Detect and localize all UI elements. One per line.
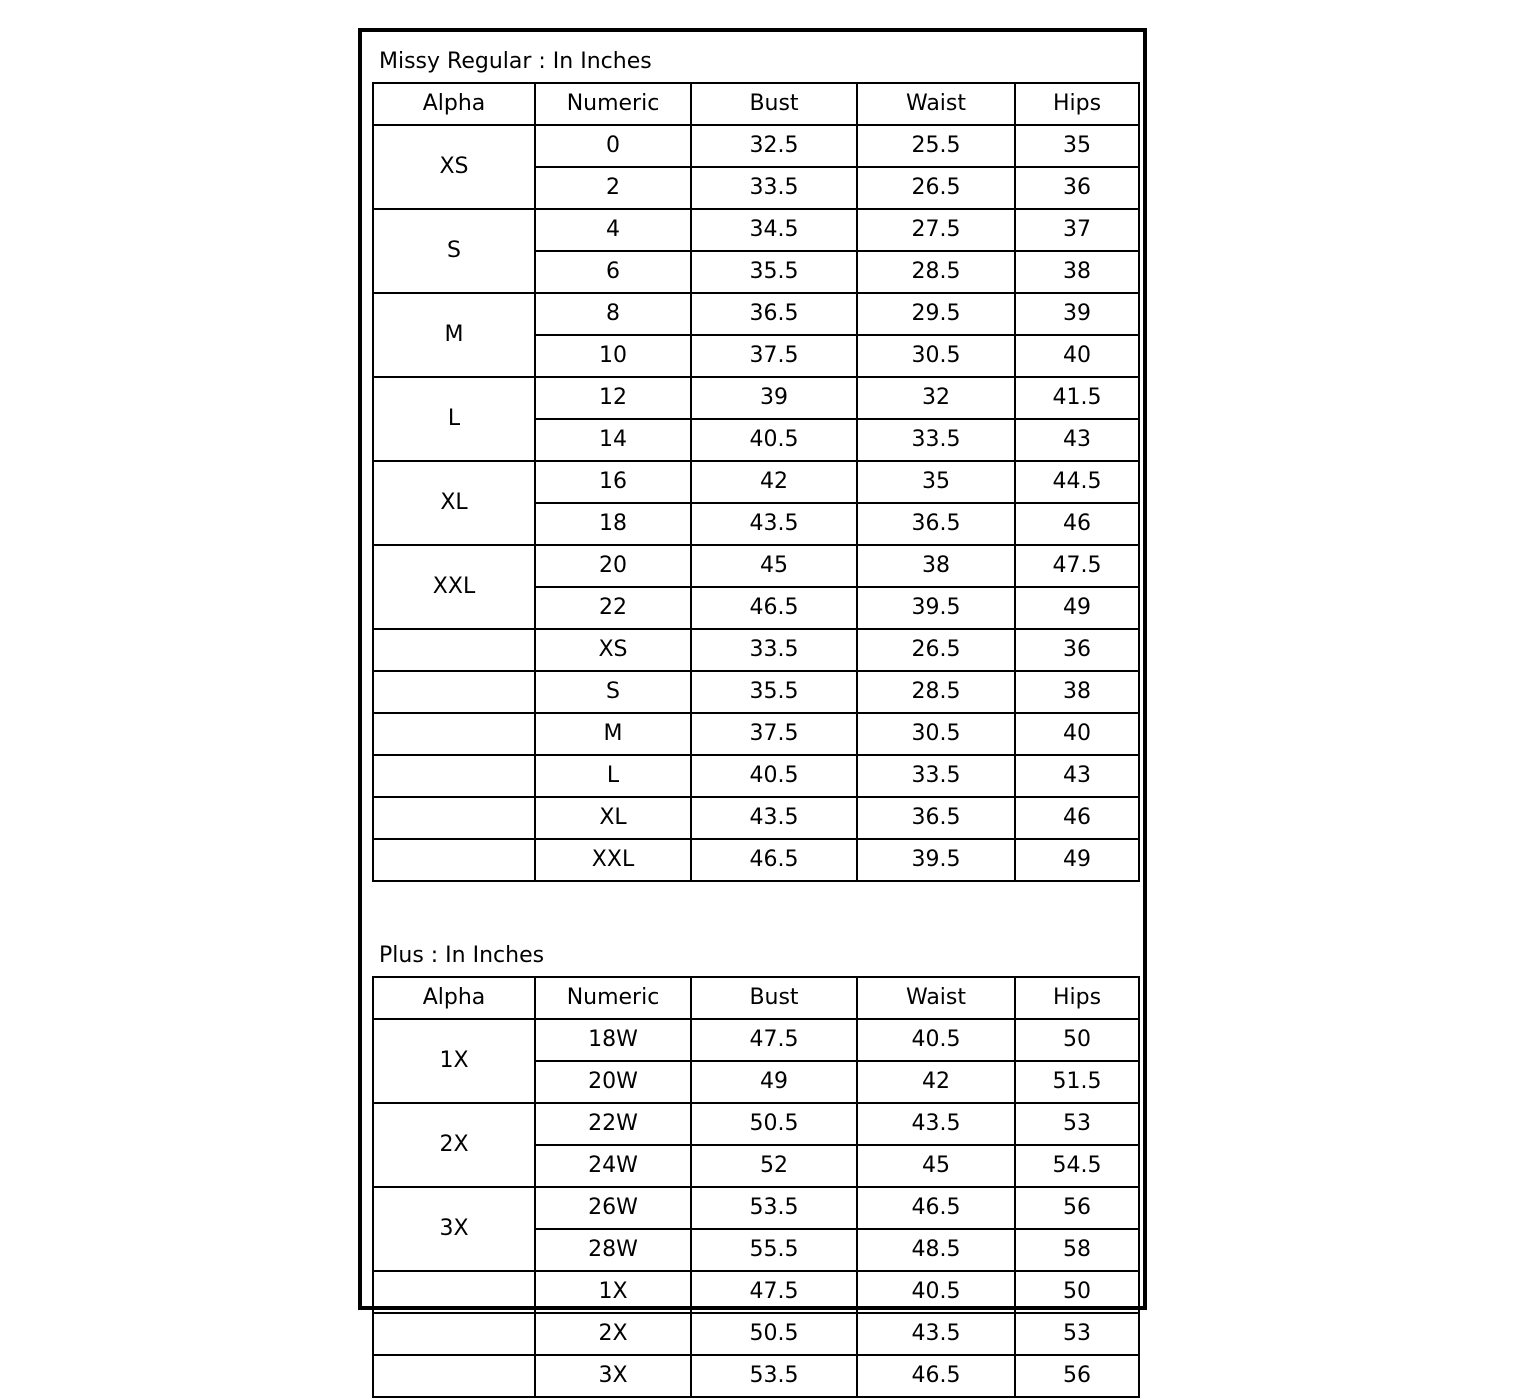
numeric-cell: 16 (535, 461, 691, 503)
hips-cell: 50 (1015, 1271, 1139, 1313)
alpha-size-cell: L (373, 377, 535, 461)
bust-cell: 37.5 (691, 335, 857, 377)
hips-cell: 58 (1015, 1229, 1139, 1271)
section-title: Missy Regular : In Inches (373, 42, 1139, 83)
waist-cell: 42 (857, 1061, 1015, 1103)
waist-cell: 26.5 (857, 629, 1015, 671)
empty-alpha-cell (373, 671, 535, 713)
column-header-hips: Hips (1015, 83, 1139, 125)
column-header-waist: Waist (857, 977, 1015, 1019)
numeric-cell: 2X (535, 1313, 691, 1355)
column-header-alpha: Alpha (373, 83, 535, 125)
numeric-cell: XXL (535, 839, 691, 881)
hips-cell: 36 (1015, 629, 1139, 671)
table-row (373, 545, 1139, 587)
bust-cell: 35.5 (691, 671, 857, 713)
hips-cell: 46 (1015, 503, 1139, 545)
bust-cell: 49 (691, 1061, 857, 1103)
bust-cell: 40.5 (691, 755, 857, 797)
waist-cell: 27.5 (857, 209, 1015, 251)
hips-cell: 51.5 (1015, 1061, 1139, 1103)
empty-alpha-cell (373, 713, 535, 755)
alpha-size-cell: M (373, 293, 535, 377)
waist-cell: 40.5 (857, 1271, 1015, 1313)
table-row (373, 1187, 1139, 1229)
bust-cell: 55.5 (691, 1229, 857, 1271)
column-header-bust: Bust (691, 977, 857, 1019)
waist-cell: 46.5 (857, 1355, 1015, 1397)
table-row (373, 839, 1139, 881)
hips-cell: 49 (1015, 839, 1139, 881)
numeric-cell: 26W (535, 1187, 691, 1229)
section-spacer (372, 882, 1133, 936)
numeric-cell: 12 (535, 377, 691, 419)
bust-cell: 47.5 (691, 1019, 857, 1061)
bust-cell: 53.5 (691, 1355, 857, 1397)
hips-cell: 44.5 (1015, 461, 1139, 503)
table-row (373, 461, 1139, 503)
hips-cell: 43 (1015, 419, 1139, 461)
alpha-size-cell: XL (373, 461, 535, 545)
hips-cell: 53 (1015, 1103, 1139, 1145)
bust-cell: 43.5 (691, 797, 857, 839)
numeric-cell: 18W (535, 1019, 691, 1061)
waist-cell: 30.5 (857, 713, 1015, 755)
size-chart-sheet (358, 28, 1147, 1388)
waist-cell: 39.5 (857, 839, 1015, 881)
bust-cell: 43.5 (691, 503, 857, 545)
waist-cell: 28.5 (857, 671, 1015, 713)
hips-cell: 38 (1015, 251, 1139, 293)
hips-cell: 41.5 (1015, 377, 1139, 419)
waist-cell: 43.5 (857, 1103, 1015, 1145)
numeric-cell: 28W (535, 1229, 691, 1271)
hips-cell: 54.5 (1015, 1145, 1139, 1187)
numeric-cell: M (535, 713, 691, 755)
empty-alpha-cell (373, 1271, 535, 1313)
numeric-cell: XS (535, 629, 691, 671)
waist-cell: 48.5 (857, 1229, 1015, 1271)
table-row (373, 1271, 1139, 1313)
bust-cell: 40.5 (691, 419, 857, 461)
alpha-size-cell: 2X (373, 1103, 535, 1187)
waist-cell: 40.5 (857, 1019, 1015, 1061)
column-header-bust: Bust (691, 83, 857, 125)
waist-cell: 46.5 (857, 1187, 1015, 1229)
bust-cell: 50.5 (691, 1313, 857, 1355)
bust-cell: 50.5 (691, 1103, 857, 1145)
numeric-cell: 8 (535, 293, 691, 335)
waist-cell: 36.5 (857, 503, 1015, 545)
numeric-cell: 2 (535, 167, 691, 209)
waist-cell: 32 (857, 377, 1015, 419)
waist-cell: 30.5 (857, 335, 1015, 377)
alpha-size-cell: XS (373, 125, 535, 209)
table-row (373, 797, 1139, 839)
table-row (373, 755, 1139, 797)
table-row (373, 209, 1139, 251)
hips-cell: 35 (1015, 125, 1139, 167)
numeric-cell: 14 (535, 419, 691, 461)
bust-cell: 32.5 (691, 125, 857, 167)
numeric-cell: 22 (535, 587, 691, 629)
numeric-cell: 3X (535, 1355, 691, 1397)
empty-alpha-cell (373, 755, 535, 797)
section-title-row (373, 42, 1139, 83)
waist-cell: 35 (857, 461, 1015, 503)
empty-alpha-cell (373, 797, 535, 839)
table-row (373, 671, 1139, 713)
waist-cell: 45 (857, 1145, 1015, 1187)
waist-cell: 36.5 (857, 797, 1015, 839)
numeric-cell: 24W (535, 1145, 691, 1187)
bust-cell: 52 (691, 1145, 857, 1187)
bust-cell: 39 (691, 377, 857, 419)
numeric-cell: 22W (535, 1103, 691, 1145)
hips-cell: 39 (1015, 293, 1139, 335)
hips-cell: 56 (1015, 1355, 1139, 1397)
waist-cell: 33.5 (857, 419, 1015, 461)
numeric-cell: 20 (535, 545, 691, 587)
hips-cell: 46 (1015, 797, 1139, 839)
column-header-alpha: Alpha (373, 977, 535, 1019)
column-header-numeric: Numeric (535, 83, 691, 125)
table-row (373, 293, 1139, 335)
numeric-cell: 0 (535, 125, 691, 167)
alpha-size-cell: 1X (373, 1019, 535, 1103)
empty-alpha-cell (373, 629, 535, 671)
bust-cell: 42 (691, 461, 857, 503)
hips-cell: 56 (1015, 1187, 1139, 1229)
alpha-size-cell: 3X (373, 1187, 535, 1271)
numeric-cell: 20W (535, 1061, 691, 1103)
bust-cell: 33.5 (691, 629, 857, 671)
column-header-waist: Waist (857, 83, 1015, 125)
size-chart-inner (372, 42, 1133, 1388)
hips-cell: 36 (1015, 167, 1139, 209)
numeric-cell: S (535, 671, 691, 713)
table-row (373, 1355, 1139, 1397)
table-row (373, 377, 1139, 419)
empty-alpha-cell (373, 839, 535, 881)
hips-cell: 40 (1015, 335, 1139, 377)
hips-cell: 40 (1015, 713, 1139, 755)
bust-cell: 47.5 (691, 1271, 857, 1313)
column-header-hips: Hips (1015, 977, 1139, 1019)
missy-regular-table (372, 42, 1140, 882)
empty-alpha-cell (373, 1355, 535, 1397)
numeric-cell: 10 (535, 335, 691, 377)
numeric-cell: L (535, 755, 691, 797)
bust-cell: 45 (691, 545, 857, 587)
table-row (373, 713, 1139, 755)
bust-cell: 34.5 (691, 209, 857, 251)
numeric-cell: 1X (535, 1271, 691, 1313)
table-row (373, 1103, 1139, 1145)
waist-cell: 38 (857, 545, 1015, 587)
alpha-size-cell: XXL (373, 545, 535, 629)
waist-cell: 26.5 (857, 167, 1015, 209)
hips-cell: 38 (1015, 671, 1139, 713)
section-title-row (373, 936, 1139, 977)
hips-cell: 47.5 (1015, 545, 1139, 587)
table-row (373, 629, 1139, 671)
bust-cell: 36.5 (691, 293, 857, 335)
waist-cell: 28.5 (857, 251, 1015, 293)
bust-cell: 46.5 (691, 839, 857, 881)
section-title: Plus : In Inches (373, 936, 1139, 977)
waist-cell: 39.5 (857, 587, 1015, 629)
waist-cell: 43.5 (857, 1313, 1015, 1355)
alpha-size-cell: S (373, 209, 535, 293)
hips-cell: 53 (1015, 1313, 1139, 1355)
numeric-cell: XL (535, 797, 691, 839)
waist-cell: 25.5 (857, 125, 1015, 167)
waist-cell: 33.5 (857, 755, 1015, 797)
table-header-row (373, 977, 1139, 1019)
waist-cell: 29.5 (857, 293, 1015, 335)
table-row (373, 1019, 1139, 1061)
numeric-cell: 6 (535, 251, 691, 293)
hips-cell: 49 (1015, 587, 1139, 629)
bust-cell: 37.5 (691, 713, 857, 755)
bust-cell: 53.5 (691, 1187, 857, 1229)
table-header-row (373, 83, 1139, 125)
table-row (373, 125, 1139, 167)
bust-cell: 33.5 (691, 167, 857, 209)
hips-cell: 37 (1015, 209, 1139, 251)
plus-table (372, 936, 1140, 1398)
bust-cell: 35.5 (691, 251, 857, 293)
numeric-cell: 18 (535, 503, 691, 545)
column-header-numeric: Numeric (535, 977, 691, 1019)
hips-cell: 43 (1015, 755, 1139, 797)
numeric-cell: 4 (535, 209, 691, 251)
hips-cell: 50 (1015, 1019, 1139, 1061)
bust-cell: 46.5 (691, 587, 857, 629)
